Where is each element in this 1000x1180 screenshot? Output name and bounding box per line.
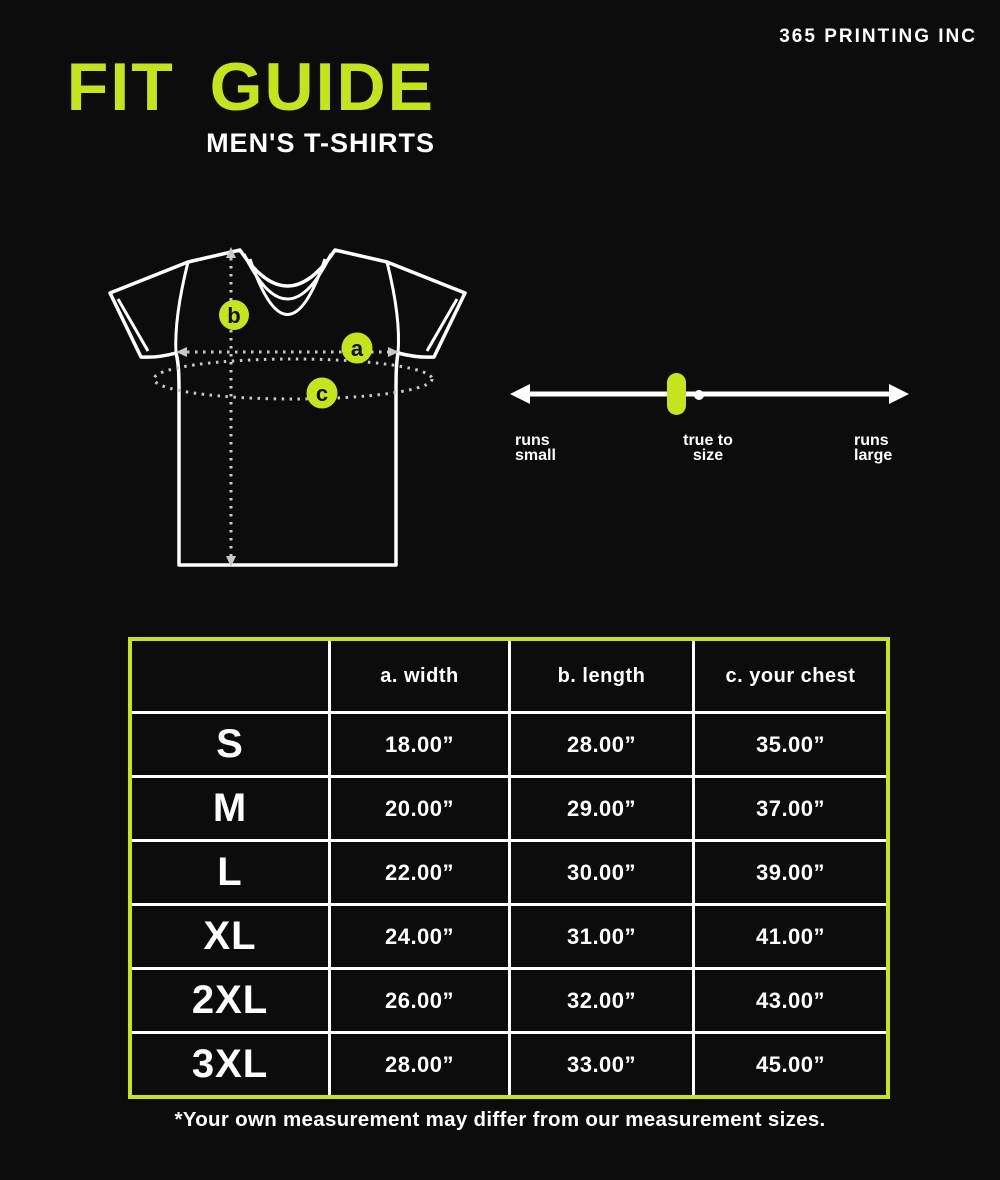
marker-c-label: c <box>315 381 329 406</box>
table-cell: 30.00” <box>511 842 692 903</box>
fit-scale-label-true-to-size: true to size <box>683 432 733 464</box>
chest-measure-ellipse <box>154 359 432 399</box>
table-cell: 43.00” <box>695 970 886 1031</box>
table-cell: 33.00” <box>511 1034 692 1095</box>
table-cell: 26.00” <box>331 970 508 1031</box>
size-table <box>128 637 890 1099</box>
table-cell: 37.00” <box>695 778 886 839</box>
size-label-2xl: 2XL <box>132 970 328 1031</box>
footnote: *Your own measurement may differ from our measurement sizes. <box>174 1108 826 1131</box>
size-label-m: M <box>132 778 328 839</box>
table-header-chest: c. your chest <box>695 641 886 711</box>
table-cell: 28.00” <box>331 1034 508 1095</box>
table-cell: 41.00” <box>695 906 886 967</box>
fit-scale <box>498 358 922 420</box>
table-cell: 29.00” <box>511 778 692 839</box>
size-label-3xl: 3XL <box>132 1034 328 1095</box>
table-cell: 32.00” <box>511 970 692 1031</box>
fit-scale-thumb <box>667 373 686 415</box>
size-label-xl: XL <box>132 906 328 967</box>
table-cell: 45.00” <box>695 1034 886 1095</box>
table-cell: 39.00” <box>695 842 886 903</box>
fit-scale-dot-icon <box>694 390 704 400</box>
table-header-empty <box>132 641 328 711</box>
size-label-l: L <box>132 842 328 903</box>
table-header-length: b. length <box>511 641 692 711</box>
brand-text: 365 PRINTING INC <box>779 26 977 47</box>
fit-scale-arrow-right-icon <box>889 384 909 404</box>
page-title: FIT GUIDE <box>66 49 435 125</box>
table-cell: 24.00” <box>331 906 508 967</box>
table-header-width: a. width <box>331 641 508 711</box>
fit-scale-arrow-left-icon <box>510 384 530 404</box>
marker-b-label: b <box>227 303 241 328</box>
fit-scale-label-runs-small: runs small <box>515 432 556 464</box>
fit-scale-label-runs-large: runs large <box>854 432 893 464</box>
table-cell: 28.00” <box>511 714 692 775</box>
right-armhole-seam <box>387 262 399 353</box>
tshirt-outline-icon <box>110 250 465 565</box>
left-armhole-seam <box>176 262 188 353</box>
page-subtitle: MEN'S T-SHIRTS <box>206 128 435 158</box>
table-cell: 20.00” <box>331 778 508 839</box>
table-cell: 22.00” <box>331 842 508 903</box>
table-cell: 31.00” <box>511 906 692 967</box>
table-cell: 18.00” <box>331 714 508 775</box>
size-label-s: S <box>132 714 328 775</box>
marker-a-label: a <box>350 336 364 361</box>
table-cell: 35.00” <box>695 714 886 775</box>
title-block <box>63 50 435 158</box>
tshirt-measurement-diagram <box>88 238 470 570</box>
